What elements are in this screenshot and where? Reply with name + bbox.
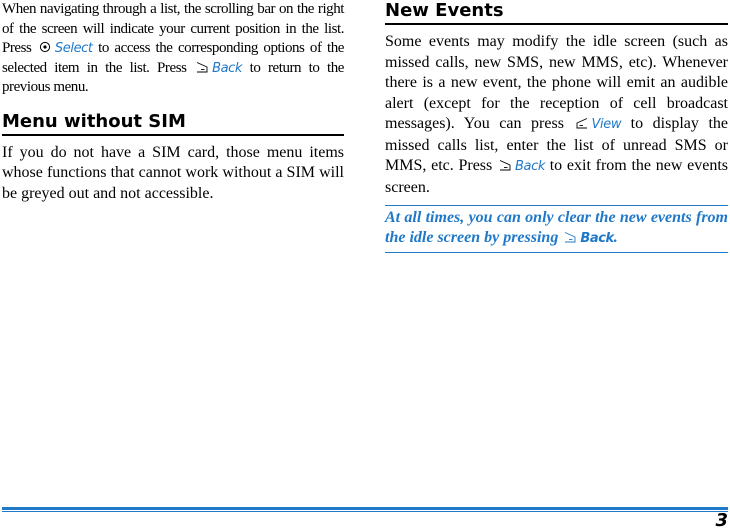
menu-without-sim-paragraph: If you do not have a SIM card, those menu items whose functions that cannot work without a SIM will be greyed out and not accessible. (2, 143, 344, 202)
right-column (385, 0, 728, 253)
text-segment: to return to the previous menu. (2, 59, 344, 95)
keyword-back: Back (580, 231, 614, 246)
text-segment: to exit from the new events screen. (385, 157, 729, 196)
new-events-paragraph (385, 32, 728, 198)
footer-rule-thin (2, 511, 728, 512)
right-softkey-icon (499, 159, 511, 171)
text-segment: . (613, 229, 618, 246)
left-softkey-icon (576, 117, 588, 129)
text-segment: When navigating through a list, the scrolling bar on the right of the screen will indicate your current position in the list. Press (2, 1, 344, 56)
keyword-back: Back (515, 159, 545, 174)
section-heading-menu-without-sim: Menu without SIM (2, 111, 344, 136)
section-heading-new-events: New Events (385, 0, 728, 25)
right-softkey-icon (196, 61, 208, 73)
text-segment: At all times, you can only clear the new events from the idle screen by pressing (385, 209, 728, 246)
keyword-back: Back (212, 60, 243, 76)
page-number: 3 (715, 510, 728, 531)
left-column (2, 0, 344, 204)
footer-rule (2, 507, 728, 510)
keyword-select: Select (54, 41, 93, 56)
text-segment: to access the corresponding options of the selected item in the list. Press (2, 40, 344, 76)
list-navigation-paragraph (2, 0, 344, 98)
ok-key-icon (39, 41, 51, 53)
tip-note (385, 205, 728, 253)
keyword-view: View (591, 117, 622, 132)
text-segment: Some events may modify the idle screen (such as missed calls, new SMS, new MMS, etc). Whenever there is a new event, the phone will emit an audible alert (except for the reception of cell broadcast messages). You can press (385, 33, 728, 132)
text-segment: to display the missed calls list, enter the list of unread SMS or MMS, etc. Press (385, 115, 729, 174)
right-softkey-icon (564, 231, 576, 243)
